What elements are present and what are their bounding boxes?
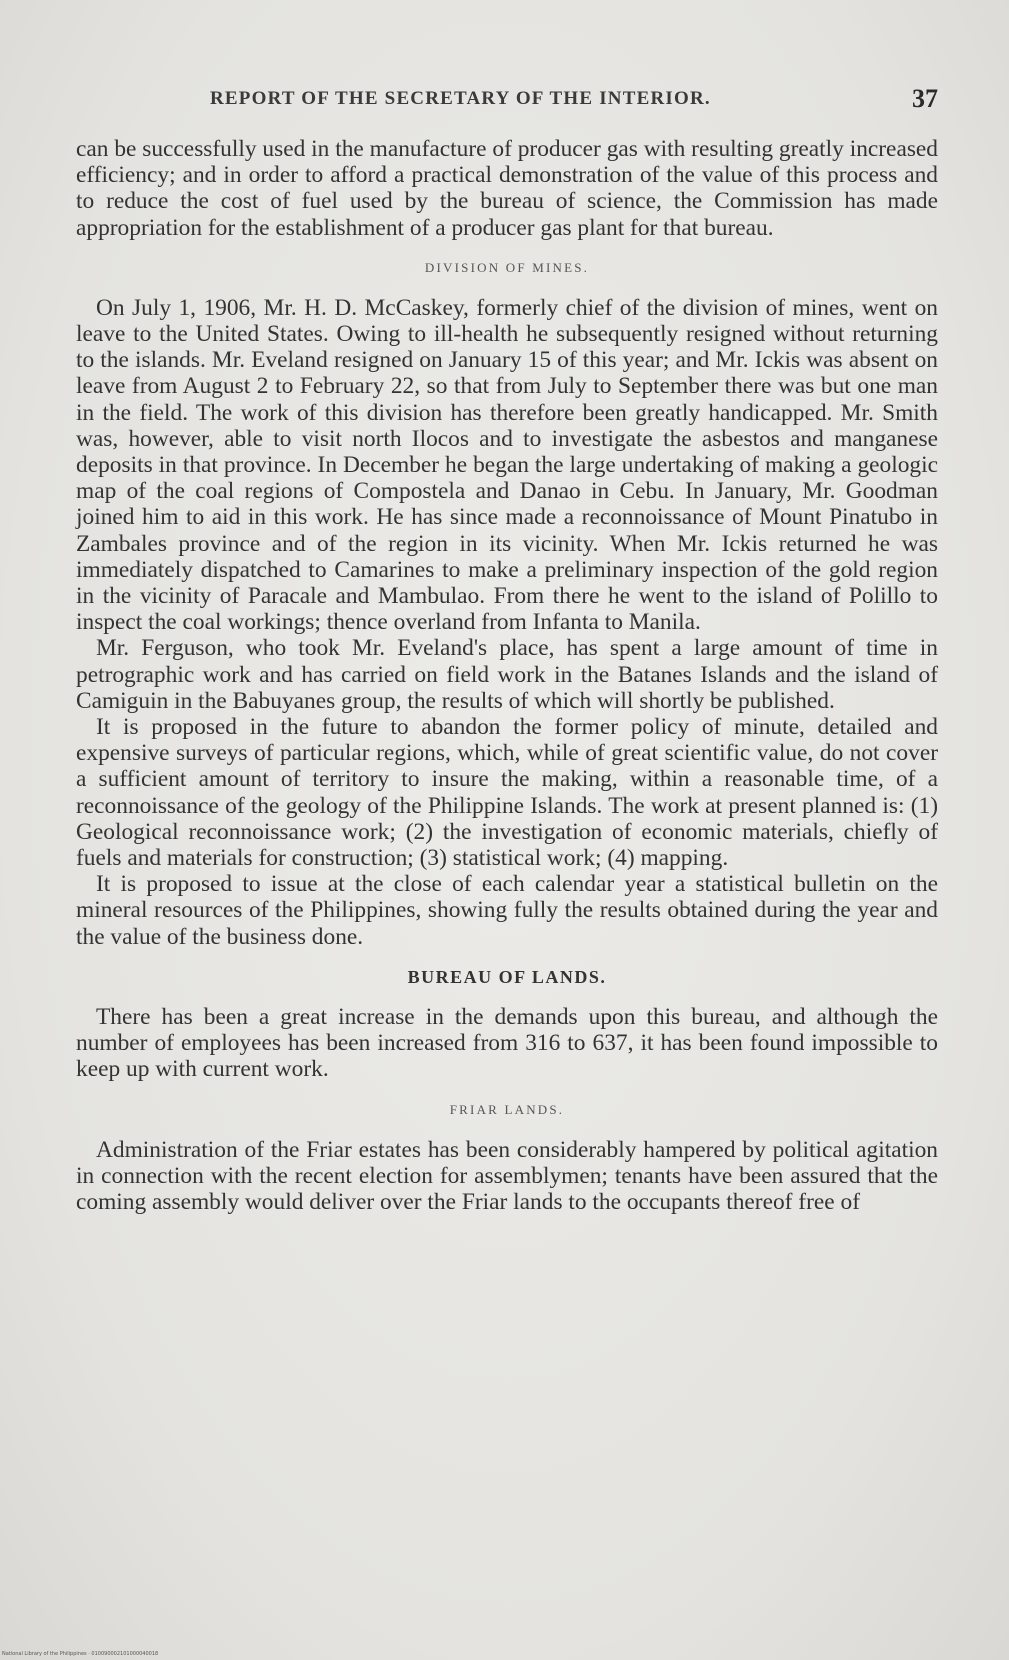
running-head-title: REPORT OF THE SECRETARY OF THE INTERIOR. bbox=[210, 88, 711, 109]
paragraph-friar: Administration of the Friar estates has been considerably hampered by political agitation in connection with the recent election for assemblymen; tenants have been assured that the coming assembly would deliver over the Friar lands to the occupants thereof free of bbox=[76, 1136, 938, 1215]
spacer bbox=[76, 1083, 938, 1097]
spacer bbox=[76, 281, 938, 295]
paragraph-mines-2: Mr. Ferguson, who took Mr. Eveland's place, has spent a large amount of time in petrographic work and has carried on field work in the Batanes Islands and the island of Camiguin in the Babuyanes group, the results of which will shortly be published. bbox=[76, 635, 938, 714]
heading-bureau-of-lands: BUREAU OF LANDS. bbox=[407, 966, 607, 987]
heading-division-of-mines: DIVISION OF MINES. bbox=[424, 259, 590, 275]
page-body bbox=[76, 136, 938, 1215]
paragraph-lands: There has been a great increase in the demands upon this bureau, and although the number of employees has been increased from 316 to 637, it has been found impossible to keep up with current work. bbox=[76, 1003, 938, 1083]
spacer bbox=[76, 241, 938, 255]
spacer bbox=[76, 1123, 938, 1137]
paragraph-mines-1: On July 1, 1906, Mr. H. D. McCaskey, formerly chief of the division of mines, went on leave to the United States. Owing to ill-health he subsequently resigned without returning to the islands. Mr. Eveland resigned on January 15 of this year; and Mr. Ickis was absent on leave from August 2 to February 22, so that from July to September there was but one man in the field. The work of this division has therefore been greatly handicapped. Mr. Smith was, however, able to visit north Ilocos and to investigate the asbestos and manganese deposits in that province. In December he began the large undertaking of making a geologic map of the coal regions of Compostela and Danao in Cebu. In January, Mr. Goodman joined him to aid in this work. He has since made a reconnoissance of Mount Pinatubo in Zambales province and of the region in its vicinity. When Mr. Ickis returned he was immediately dispatched to Camarines to make a preliminary inspection of the gold region in the vicinity of Paracale and Mambulao. From there he went to the island of Polillo to inspect the coal workings; thence overland from Infanta to Manila. bbox=[76, 294, 938, 636]
paragraph-intro: can be successfully used in the manufacture of producer gas with resulting greatly increased efficiency; and in order to afford a practical demonstration of the value of this process and to reduce the cost of fuel used by the bureau of science, the Commission has made appropriation for the establishment of a producer gas plant for that bureau. bbox=[76, 136, 938, 241]
footer-attribution: National Library of the Philippines · 010090002101000040018 bbox=[2, 1651, 159, 1657]
paragraph-mines-4: It is proposed to issue at the close of each calendar year a statistical bulletin on the mineral resources of the Philippines, showing fully the results obtained during the year and the value of the business done. bbox=[76, 871, 938, 950]
heading-friar-lands: FRIAR LANDS. bbox=[449, 1101, 565, 1117]
paragraph-mines-3: It is proposed in the future to abandon the former policy of minute, detailed and expensive surveys of particular regions, which, while of great scientific value, do not cover a sufficient amount of territory to insure the making, within a reasonable time, of a reconnoissance of the geology of the Philippine Islands. The work at present planned is: (1) Geological reconnoissance work; (2) the investigation of economic materials, chiefly of fuels and materials for construction; (3) statistical work; (4) mapping. bbox=[76, 714, 938, 872]
spacer bbox=[76, 950, 938, 964]
page-number: 37 bbox=[912, 84, 938, 113]
spacer bbox=[76, 990, 938, 1004]
